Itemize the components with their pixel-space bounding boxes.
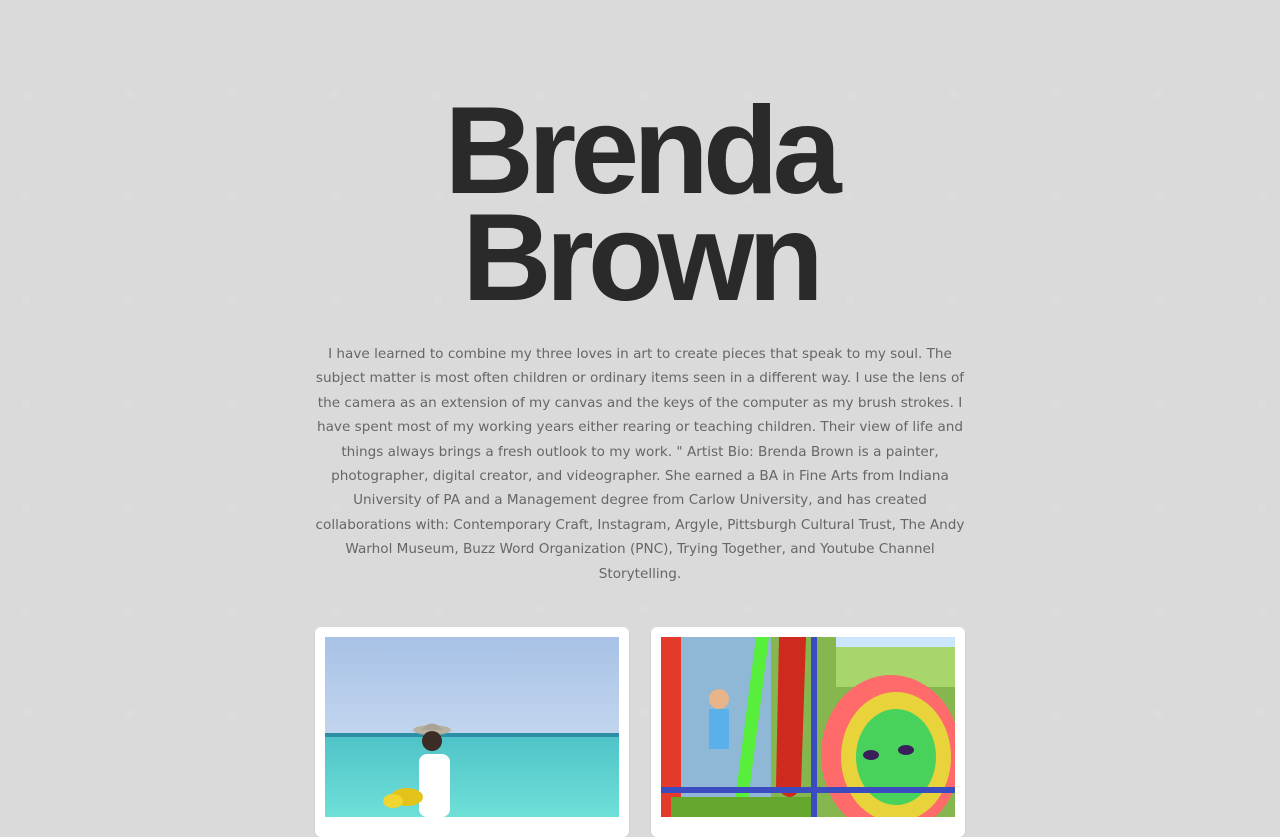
- colorful-child-collage-photo: [661, 637, 955, 817]
- gallery: [315, 627, 965, 837]
- first-name: Brenda: [444, 82, 836, 220]
- artist-bio: I have learned to combine my three loves in art to create pieces that speak to my soul. The subject matter is most often children or ordinary items seen in a different way. I use the lens of the camera as an extension of my canvas and the keys of the computer as my brush strokes. I have spent most of my working years either rearing or teaching children. Their view of life and things always brings a fresh outlook to my work. " Artist Bio: Brenda Brown is a painter, photographer, digital creator, and videographer. She earned a BA in Fine Arts from Indiana University of PA and a Management degree from Carlow University, and has created collaborations with: Contemporary Craft, Instagram, Argyle, Pittsburgh Cultural Trust, The Andy Warhol Museum, Buzz Word Organization (PNC), Trying Together, and Youtube Channel Storytelling.: [315, 346, 965, 582]
- last-name: Brown: [462, 189, 818, 327]
- gallery-card[interactable]: [315, 627, 629, 837]
- artist-name: [0, 0, 1280, 327]
- man-on-beach-photo: [325, 637, 619, 817]
- gallery-card[interactable]: [651, 627, 965, 837]
